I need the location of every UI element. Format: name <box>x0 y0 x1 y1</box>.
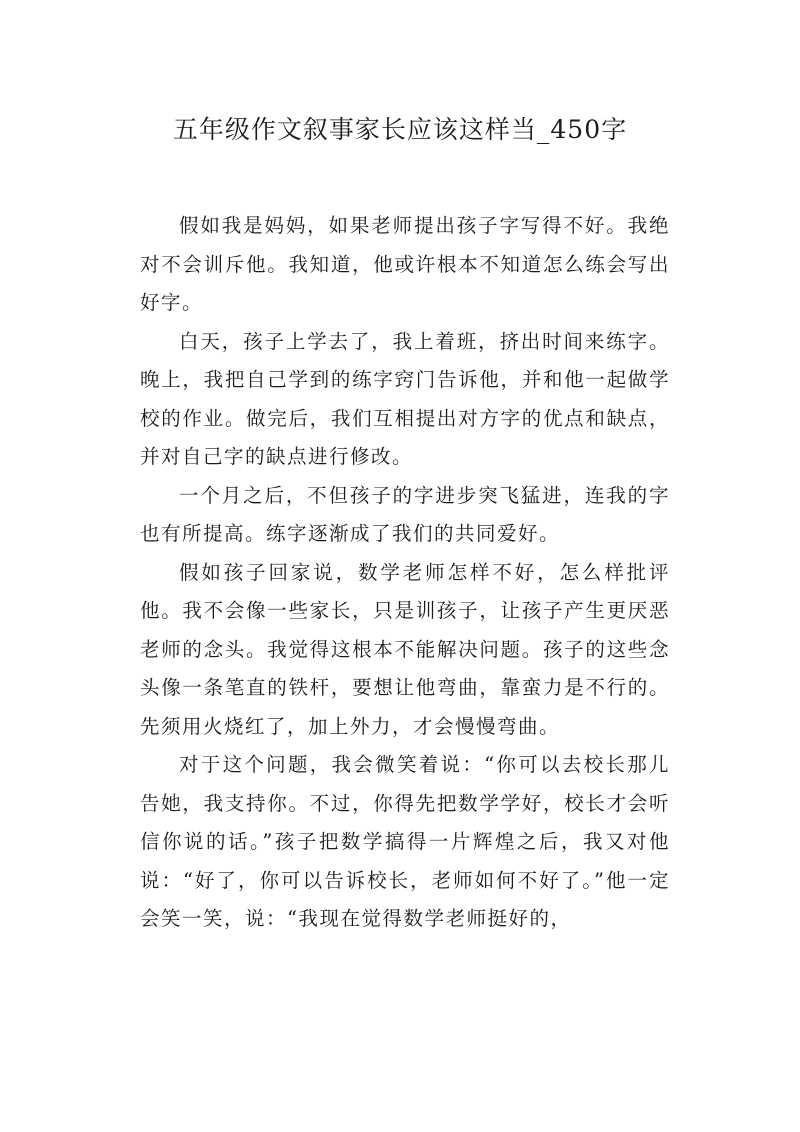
paragraph-1: 假如我是妈妈，如果老师提出孩子字写得不好。我绝对不会训斥他。我知道，他或许根本不知道怎么练会写出好字。 <box>140 214 670 314</box>
paragraph-4: 假如孩子回家说，数学老师怎样不好，怎么样批评他。我不会像一些家长，只是训孩子，让孩子产生更厌恶老师的念头。我觉得这根本不能解决问题。孩子的这些念头像一条笔直的铁杆，要想让他弯曲，靠蛮力是不行的。先须用火烧红了，加上外力，才会慢慢弯曲。 <box>140 560 670 738</box>
document-title: 五年级作文叙事家长应该这样当_450字 <box>172 115 628 144</box>
paragraph-5: 对于这个问题，我会微笑着说：“你可以去校长那儿告她，我支持你。不过，你得先把数学学好，校长才会听信你说的话。”孩子把数学搞得一片辉煌之后，我又对他说：“好了，你可以告诉校长，老师如何不好了。”他一定会笑一笑，说：“我现在觉得数学老师挺好的， <box>140 753 670 930</box>
document-body <box>140 207 670 939</box>
paragraph-3: 一个月之后，不但孩子的字进步突飞猛进，连我的字也有所提高。练字逐渐成了我们的共同爱好。 <box>140 483 670 545</box>
paragraph-2: 白天，孩子上学去了，我上着班，挤出时间来练字。晚上，我把自己学到的练字窍门告诉他，并和他一起做学校的作业。做完后，我们互相提出对方字的优点和缺点，并对自己字的缺点进行修改。 <box>140 329 670 468</box>
